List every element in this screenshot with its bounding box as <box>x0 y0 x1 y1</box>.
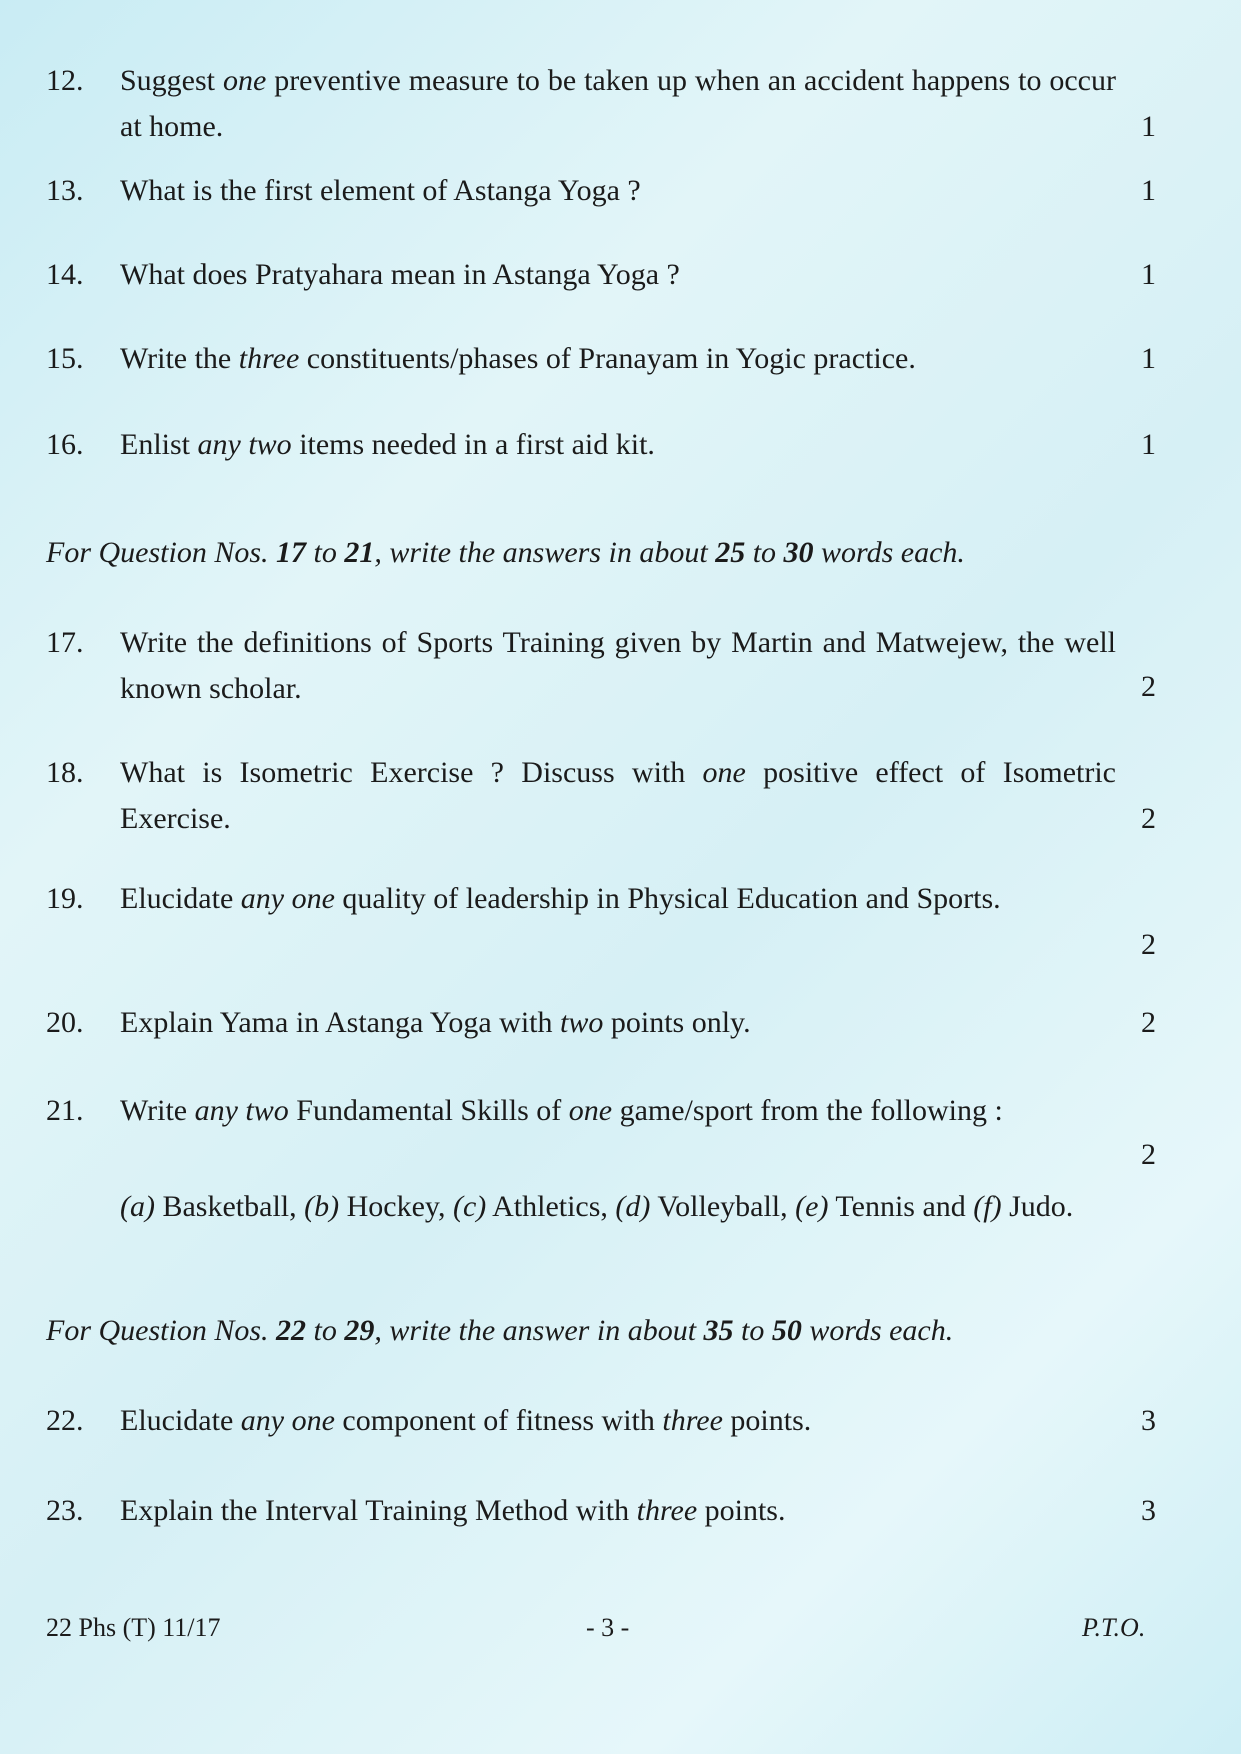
question-marks: 1 <box>1141 258 1156 291</box>
question-marks: 2 <box>1141 1138 1156 1171</box>
question-marks: 1 <box>1141 110 1156 143</box>
question-text: Suggest one preventive measure to be taken up when an accident happens to occur at home. <box>120 64 1116 143</box>
question-number: 13. <box>46 174 84 207</box>
question-21-options: (a) Basketball, (b) Hockey, (c) Athletics, (d) Volleyball, (e) Tennis and (f) Judo. <box>120 1190 1074 1223</box>
question-number: 12. <box>46 64 84 97</box>
question-text: Write any two Fundamental Skills of one game/sport from the following : <box>120 1094 1003 1127</box>
question-marks: 2 <box>1141 670 1156 703</box>
question-marks: 3 <box>1141 1404 1156 1437</box>
question-13 <box>46 168 1156 214</box>
page-number: - 3 - <box>586 1613 630 1642</box>
question-marks: 1 <box>1141 428 1156 461</box>
question-23 <box>46 1488 1156 1534</box>
paper-code: 22 Phs (T) 11/17 <box>46 1613 221 1642</box>
question-text: Explain Yama in Astanga Yoga with two points only. <box>120 1006 751 1039</box>
question-21 <box>46 1088 1156 1171</box>
question-marks: 2 <box>1141 1006 1156 1039</box>
question-12 <box>46 58 1156 150</box>
question-16 <box>46 422 1156 468</box>
section-instruction-22-29: For Question Nos. 22 to 29, write the answer in about 35 to 50 words each. <box>46 1314 954 1347</box>
pto-label: P.T.O. <box>1082 1613 1146 1642</box>
question-22 <box>46 1398 1156 1444</box>
question-marks: 1 <box>1141 342 1156 375</box>
question-text: Write the definitions of Sports Training given by Martin and Matwejew, the well known scholar. <box>120 626 1116 705</box>
question-18 <box>46 750 1156 842</box>
question-marks: 1 <box>1141 174 1156 207</box>
question-number: 16. <box>46 428 84 461</box>
question-number: 20. <box>46 1006 84 1039</box>
question-number: 17. <box>46 626 84 659</box>
question-text: What does Pratyahara mean in Astanga Yoga ? <box>120 258 680 291</box>
question-text: Enlist any two items needed in a first aid kit. <box>120 428 655 461</box>
question-marks: 3 <box>1141 1494 1156 1527</box>
question-text: Elucidate any one quality of leadership in Physical Education and Sports. <box>120 882 1001 915</box>
question-marks: 2 <box>1141 928 1156 961</box>
question-text: Explain the Interval Training Method with three points. <box>120 1494 786 1527</box>
question-text: What is the first element of Astanga Yoga ? <box>120 174 641 207</box>
question-text: Write the three constituents/phases of Pranayam in Yogic practice. <box>120 342 916 375</box>
question-number: 19. <box>46 882 84 915</box>
question-20 <box>46 1000 1156 1046</box>
question-15 <box>46 336 1156 382</box>
question-text: Elucidate any one component of fitness with three points. <box>120 1404 812 1437</box>
question-14 <box>46 252 1156 298</box>
question-number: 18. <box>46 756 84 789</box>
question-19 <box>46 876 1156 961</box>
question-number: 15. <box>46 342 84 375</box>
question-marks: 2 <box>1141 802 1156 835</box>
section-instruction-17-21: For Question Nos. 17 to 21, write the answers in about 25 to 30 words each. <box>46 536 965 569</box>
question-17 <box>46 620 1156 712</box>
question-number: 22. <box>46 1404 84 1437</box>
question-number: 21. <box>46 1094 84 1127</box>
question-number: 23. <box>46 1494 84 1527</box>
question-text: What is Isometric Exercise ? Discuss with one positive effect of Isometric Exercise. <box>120 756 1116 835</box>
question-number: 14. <box>46 258 84 291</box>
